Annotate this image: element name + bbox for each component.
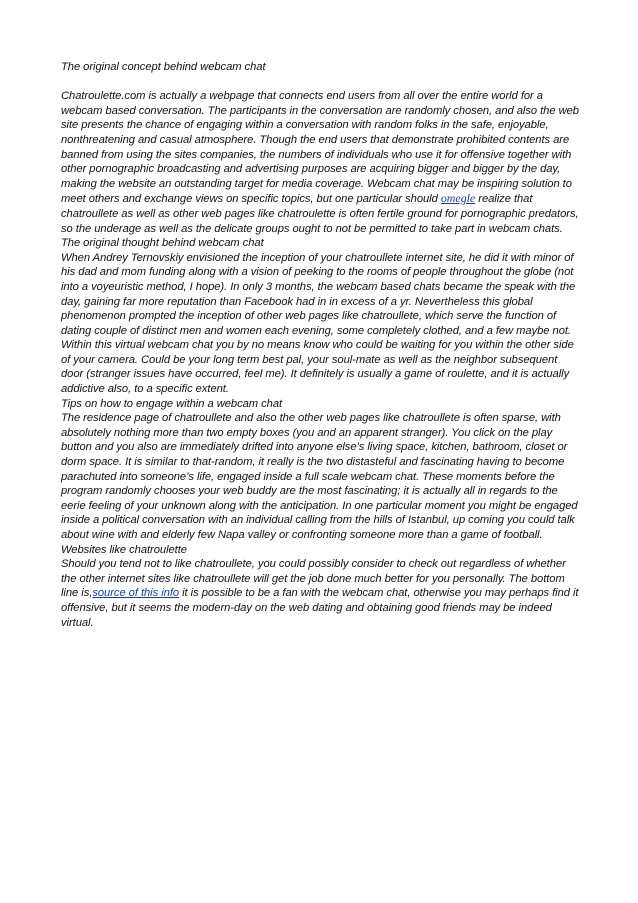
section-heading-websites: Websites like chatroulette bbox=[61, 543, 187, 556]
omegle-link[interactable]: omegle bbox=[440, 191, 476, 206]
paragraph-websites-text-end: it is possible to be a fan with the webcam chat, otherwise you may perhaps find it offensive, but it seems the modern-day on the web dating and obtaining good friends may be indeed virtual. bbox=[61, 587, 579, 629]
paragraph-tips: The residence page of chatroullete and also the other web pages like chatroullete is often sparse, with absolutely nothing more than two empty boxes (you and an apparent stranger). You click on the play button and you also are immediately drifted into anyone else’s living space, kitchen, bathroom, closet or dorm space. It is similar to that-random, it really is the two distasteful and fascinating having to become parachuted into someone’s life, engaged inside a full scale webcam chat. These moments before the program randomly chooses your web buddy are the most fascinating; it is actually all in regards to the eerie feeling of your unknown along with the anticipation. In one particular moment you might be engaged inside a political conversation with an individual calling from the hills of Istanbul, up coming you could talk about wine with and elderly few Napa valley or confronting someone more than a game of football. bbox=[61, 412, 578, 541]
paragraph-websites-text: Should you tend not to like chatroullete, you could possibly consider to check out regardless of whether the other internet sites like chatroullete will get the job done much better for you personally. The bottom line is, bbox=[61, 558, 566, 600]
section-heading-tips: Tips on how to engage within a webcam chat bbox=[61, 397, 283, 410]
document-title: The original concept behind webcam chat bbox=[61, 61, 266, 73]
document-body bbox=[61, 60, 581, 630]
section-heading-thought: The original thought behind webcam chat bbox=[61, 237, 264, 250]
paragraph-intro-text: Chatroulette.com is actually a webpage that connects end users from all over the entire world for a webcam based conversation. The participants in the conversation are randomly chosen, and also the web site presents the chance of engaging within a conversation with random folks in the safe, enjoyable, nonthreatening and casual atmosphere. Though the end users that demonstrate prohibited contents are banned from using the sites companies, the numbers of individuals who use it for offensive together with other pornographic broadcasting and advertising purposes are acquiring bigger and bigger by the day, making the website an outstanding target for media coverage. Webcam chat may be inspiring solution to meet others and exchange views on specific topics, but one particular should bbox=[61, 90, 579, 206]
paragraph-thought: When Andrey Ternovskiy envisioned the inception of your chatroullete internet site, he did it with minor of his dad and mom funding along with a vision of peeking to the rooms of people throughout the globe (not into a voyeuristic method, I hope). In only 3 months, the webcam based chats became the speak with the day, gaining far more reputation than Facebook had in in excess of a yr. Nevertheless this global phenomenon prompted the inception of other web pages like chatroullete, which serve the function of dating couple of distinct men and women each evening, some completely clothed, and a few maybe not. Within this virtual webcam chat you by no means know who could be waiting for you within the other side of your camera. Could be your long term best pal, your soul-mate as well as the neighbor subsequent door (stranger issues have occurred, feel me). It definitely is usually a game of roulette, and it is actually addictive also, to a specific extent. bbox=[61, 251, 576, 396]
paragraph-websites bbox=[61, 557, 581, 630]
source-info-link[interactable]: source of this info bbox=[92, 587, 180, 600]
paragraph-intro bbox=[61, 89, 581, 236]
paragraph-intro-text-end: realize that chatroullete as well as other web pages like chatroulette is often fertile ground for pornographic predators, so the underage as well as the delicate groups ought to not be permitted to take part in webcam chats. bbox=[61, 193, 579, 235]
